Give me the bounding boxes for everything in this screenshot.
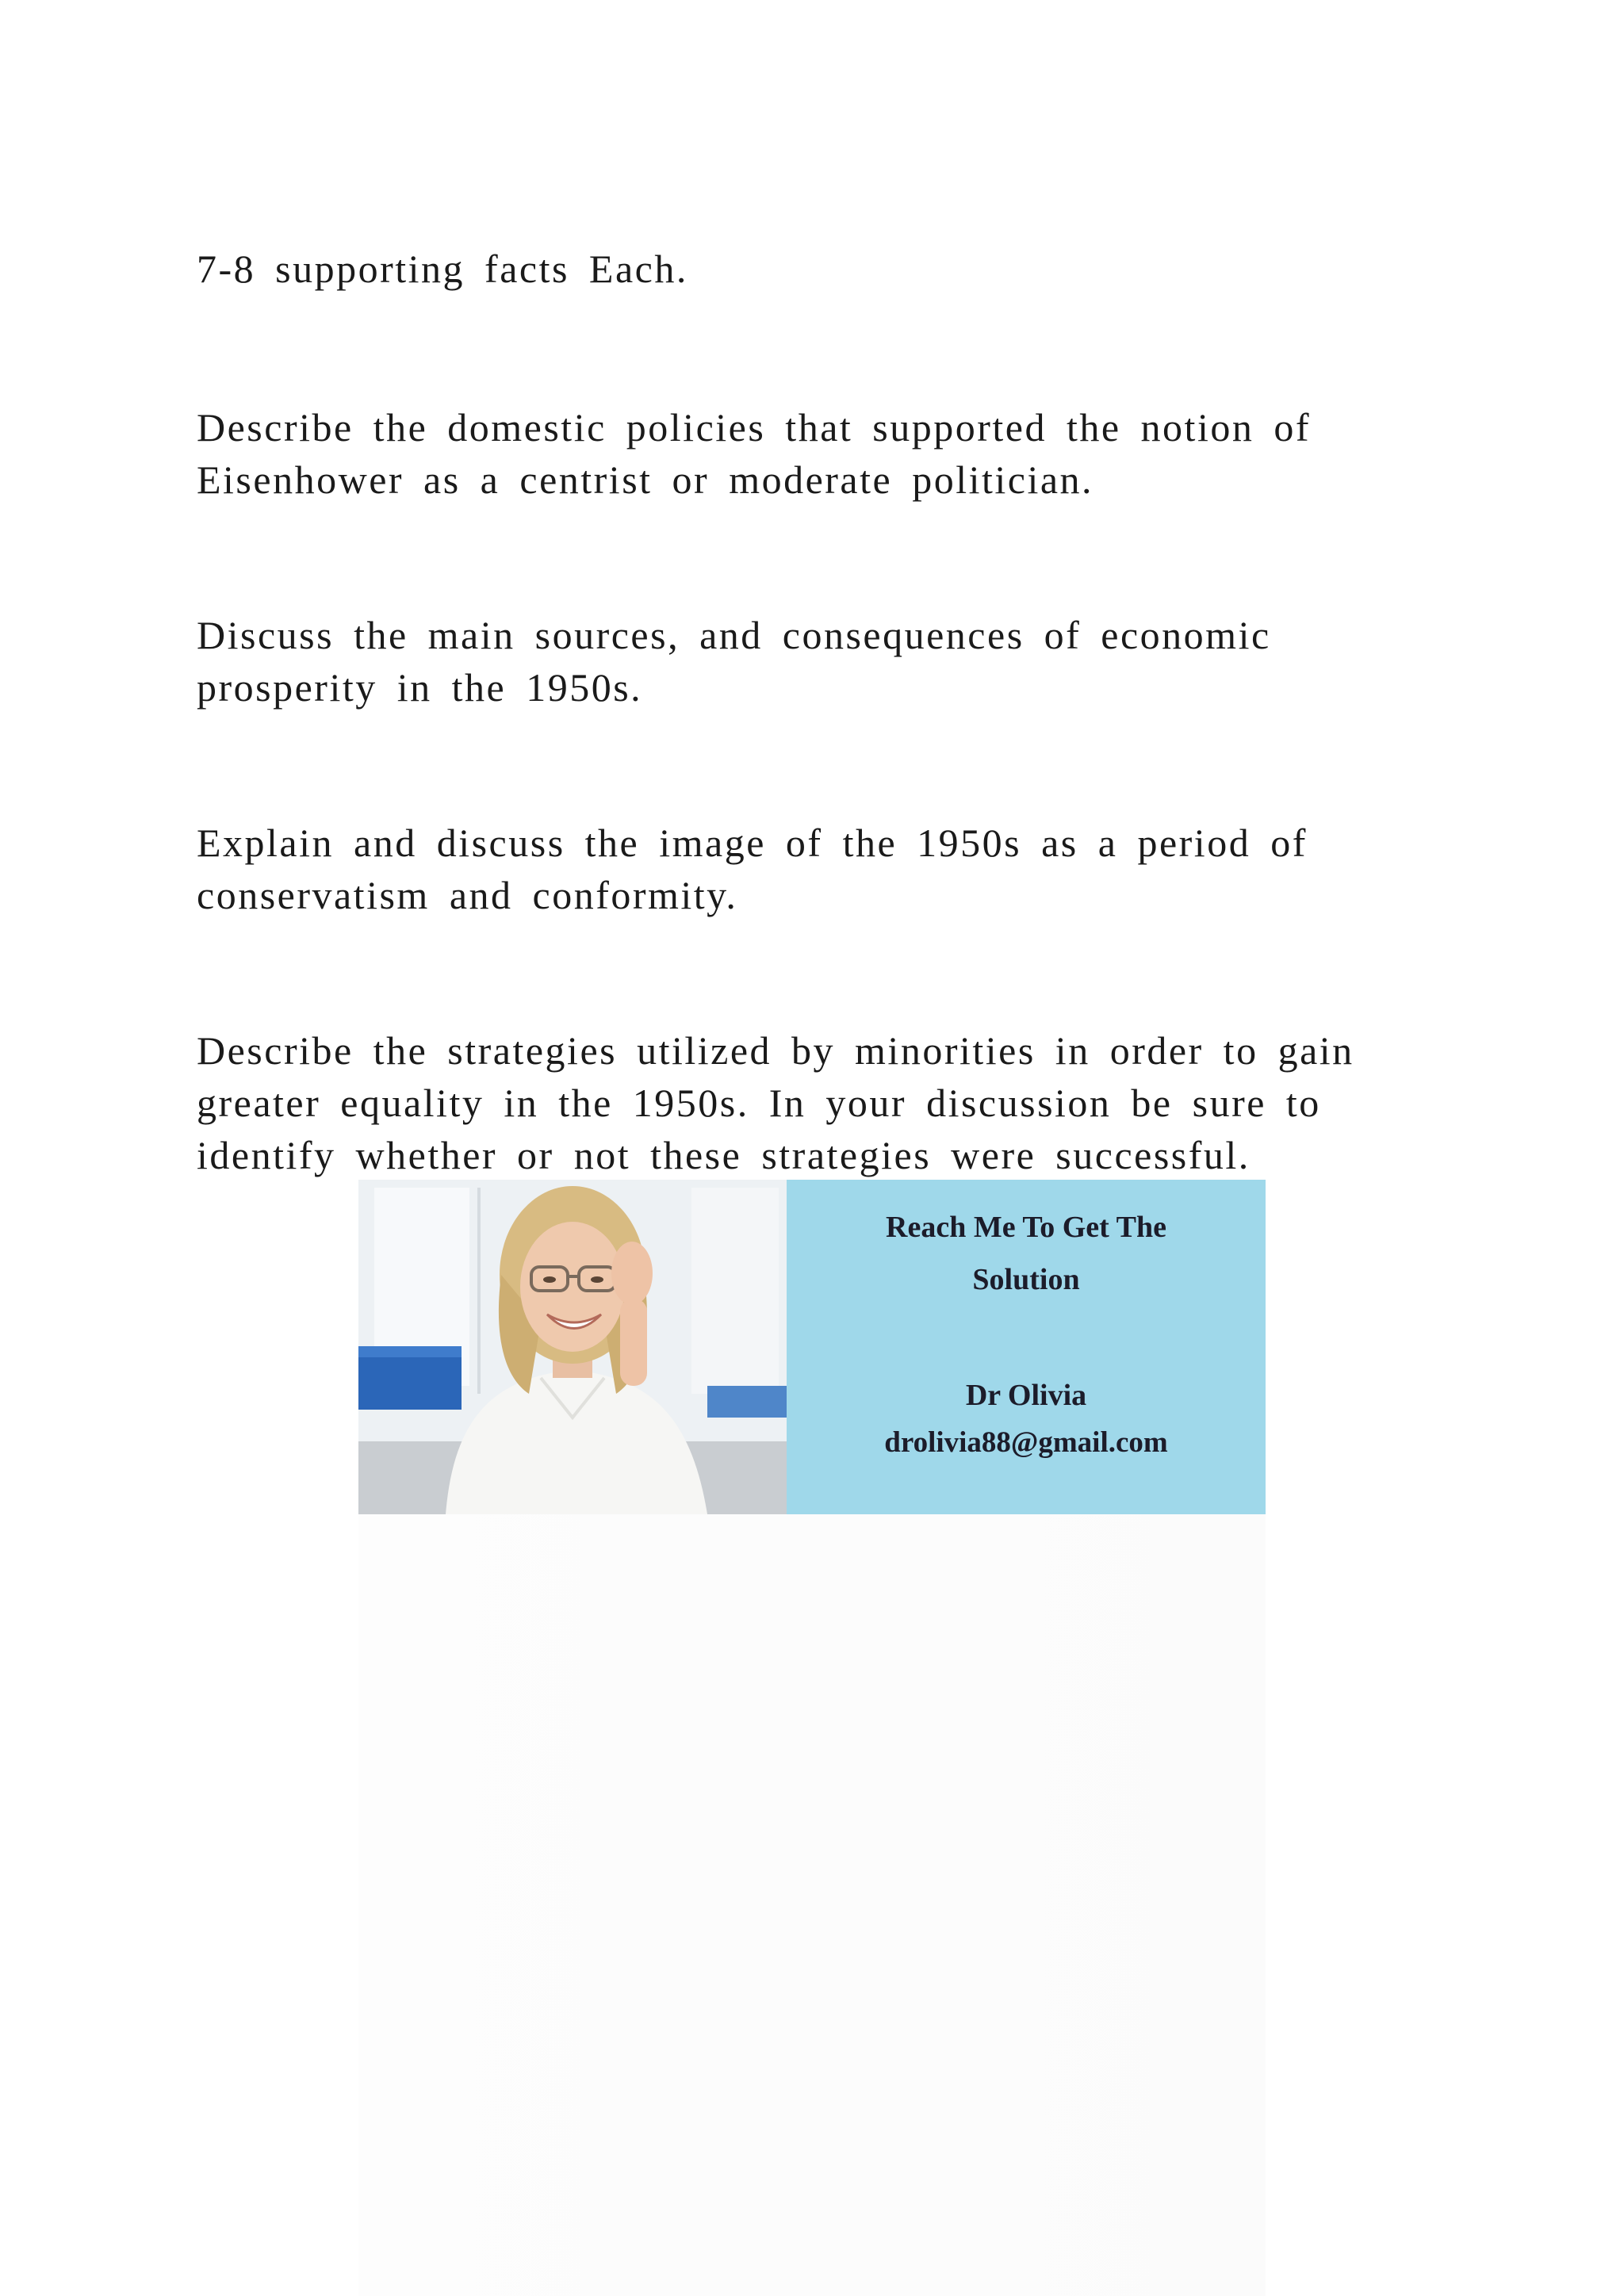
instruction-paragraph: 7-8 supporting facts Each. xyxy=(197,247,688,291)
question-paragraph-2: Discuss the main sources, and consequences of economic prosperity in the 1950s. xyxy=(197,613,1271,710)
question-paragraph-1: Describe the domestic policies that supported the notion of Eisenhower as a centrist or moderate politician. xyxy=(197,405,1311,502)
contact-panel xyxy=(787,1180,1266,1514)
contact-banner[interactable] xyxy=(358,1180,1266,1514)
contact-name: Dr Olivia xyxy=(965,1379,1087,1412)
banner-headline-line1: Reach Me To Get The xyxy=(886,1211,1166,1244)
banner-headline-line2: Solution xyxy=(972,1263,1080,1296)
page-shadow xyxy=(358,1514,1266,2296)
question-paragraph-3: Explain and discuss the image of the 1950s as a period of conservatism and conformity. xyxy=(197,821,1308,917)
contact-email[interactable]: drolivia88@gmail.com xyxy=(884,1426,1168,1459)
woman-photo xyxy=(358,1180,787,1514)
question-paragraph-4: Describe the strategies utilized by minorities in order to gain greater equality in the 1950s. In your discussion be sure to identify whether or not these strategies were successful. xyxy=(197,1028,1354,1177)
